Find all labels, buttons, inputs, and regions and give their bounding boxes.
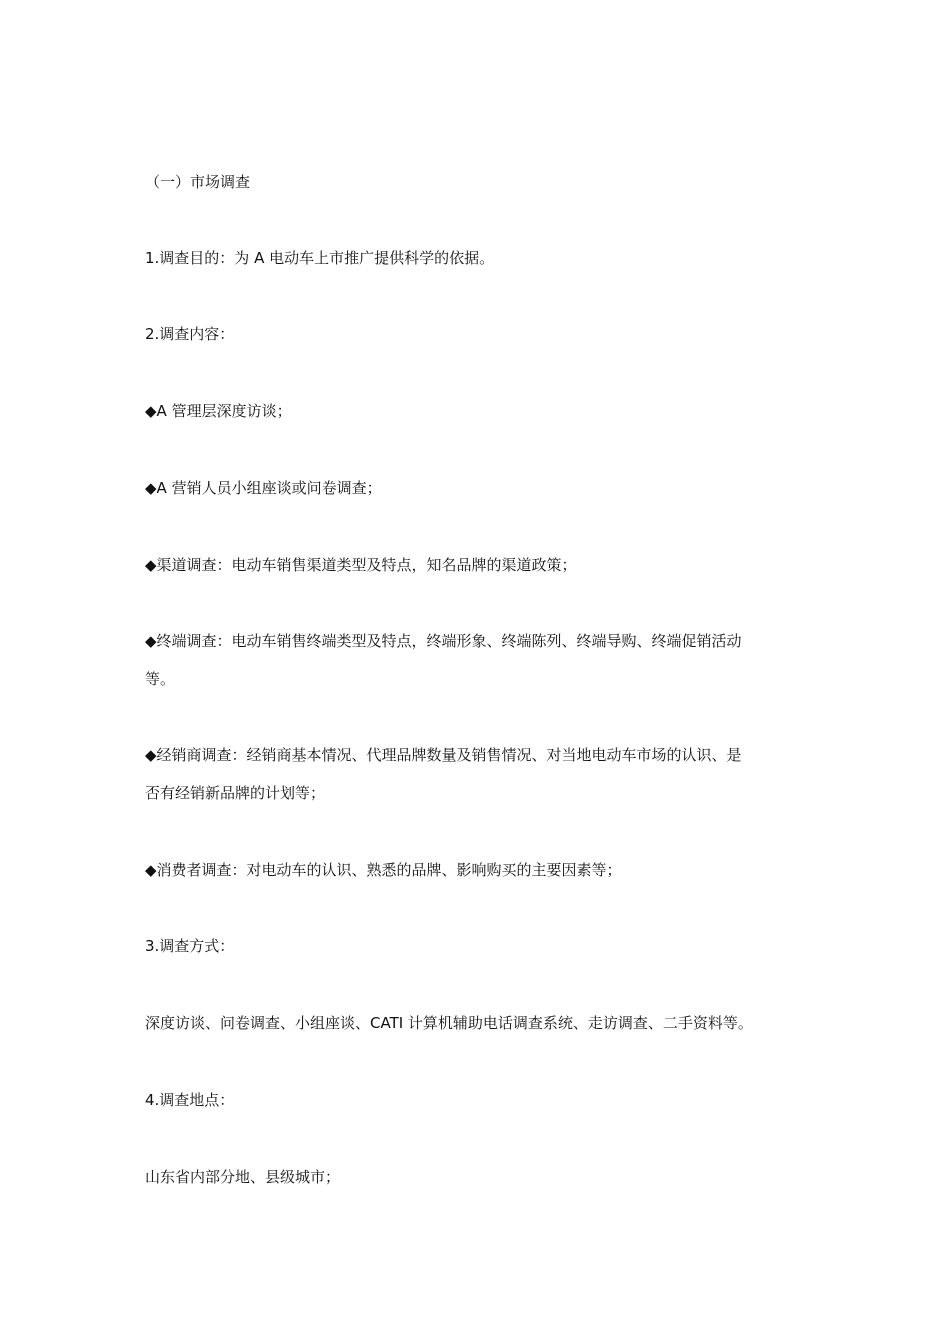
survey-method-title: 3.调查方式： — [145, 937, 235, 955]
survey-purpose: 1.调查目的：为 A 电动车上市推广提供科学的依据。 — [145, 249, 495, 267]
content-item-channel-survey: ◆渠道调查：电动车销售渠道类型及特点，知名品牌的渠道政策； — [145, 556, 577, 574]
survey-location-text: 山东省内部分地、县级城市； — [145, 1168, 341, 1186]
survey-content-title: 2.调查内容： — [145, 325, 235, 343]
content-item-consumer-survey: ◆消费者调查：对电动车的认识、熟悉的品牌、影响购买的主要因素等； — [145, 861, 622, 879]
survey-location-title: 4.调查地点： — [145, 1091, 235, 1109]
content-item-terminal-survey-line2: 等。 — [145, 670, 176, 688]
content-item-sales-staff-survey: ◆A 营销人员小组座谈或问卷调查； — [145, 479, 382, 497]
content-item-dealer-survey-line2: 否有经销新品牌的计划等； — [145, 784, 326, 802]
content-item-management-interview: ◆A 管理层深度访谈； — [145, 402, 292, 420]
content-item-dealer-survey-line1: ◆经销商调查：经销商基本情况、代理品牌数量及销售情况、对当地电动车市场的认识、是 — [145, 746, 742, 764]
content-item-terminal-survey-line1: ◆终端调查：电动车销售终端类型及特点，终端形象、终端陈列、终端导购、终端促销活动 — [145, 632, 742, 650]
survey-method-text: 深度访谈、问卷调查、小组座谈、CATI 计算机辅助电话调查系统、走访调查、二手资料等。 — [145, 1014, 753, 1032]
section-heading: （一）市场调查 — [145, 173, 251, 191]
